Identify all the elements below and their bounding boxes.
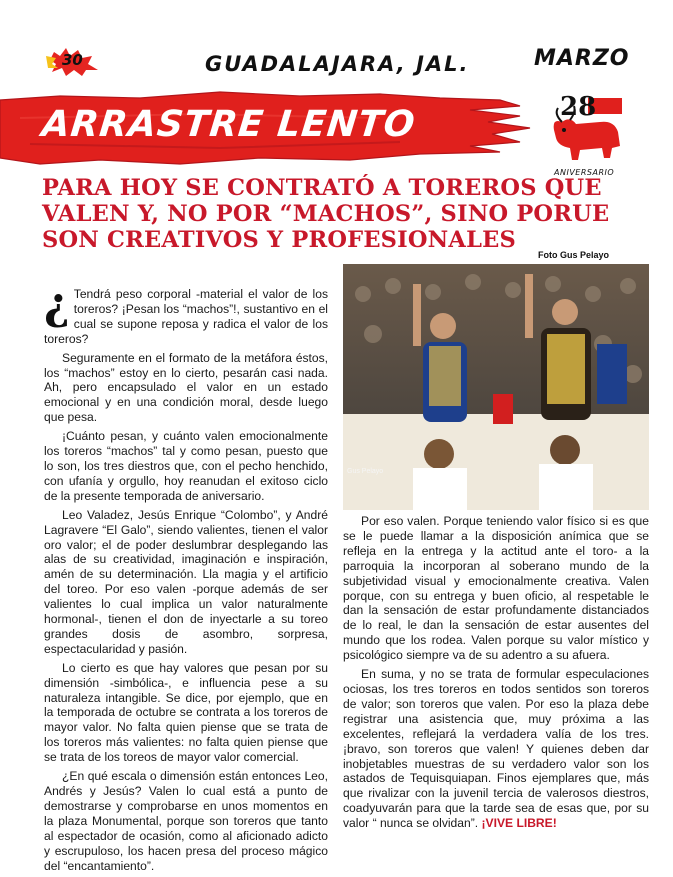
photo-credit: Foto Gus Pelayo xyxy=(538,250,610,260)
article-photo xyxy=(343,264,649,510)
paragraph: ¡Cuánto pesan, y cuánto valen emocionalmente los toreros “machos” tal y como pesan, puesto que lo son, los tres diestros que, con el pecho henchido, con ufanía y orgullo, hoy reanudan el exitoso ciclo de la presente temporada de aniversario. xyxy=(44,429,328,503)
paragraph: Leo Valadez, Jesús Enrique “Colombo”, y André Lagravere “El Galo”, siendo valientes, tienen el valor oro valor; el de poder deslumbrar desplegando las alas de su creatividad, imaginación e inspiración, amén de su determinación. Lla magia y el artificio del toreo. Por eso valen -porque además de ser valientes lo cual implica un valor naturalmente hormonal-, tienen el don de inyectarle a su toreo grandes dosis de asombro, sorpresa, espectacularidad y pasión. xyxy=(44,507,328,656)
article-left-column xyxy=(44,279,328,877)
page-number: 30 xyxy=(62,51,83,69)
page-number-badge xyxy=(44,46,100,78)
month-label: MARZO xyxy=(534,46,630,71)
paragraph: En suma, y no se trata de formular especulaciones ociosas, los tres toreros en todos sentidos son toreros de valor; son toreros que valen. Por eso la plaza debe registrar una asistencia que, muy próxima a las excelentes, reflejará la verdadera valía de los tres. ¡bravo, son toreros que valen! Y quienes deben dar inobjetables muestras de su verdadero valor son los astados de Tequisquiapan. Finos ejemplares que, más que rivalizar con la juvenil tercia de valerosos diestros, coadyuvarán para que la tarde sea de esas que, por su valor “ nunca se olvidan”. ¡VIVE LIBRE! xyxy=(343,667,649,831)
section-title: ARRASTRE LENTO xyxy=(39,104,418,145)
article-headline: PARA HOY SE CONTRATÓ A TOREROS QUE VALEN Y, NO POR “MACHOS”, SINO PORUE SON CREATIVOS Y PROFESIONALES xyxy=(42,175,610,253)
sign-off: ¡VIVE LIBRE! xyxy=(481,816,557,831)
photo-watermark: Gus Pelayo xyxy=(347,468,384,475)
anniversary-number: 28 xyxy=(560,92,597,122)
paragraph: Por eso valen. Porque teniendo valor físico si es que se le puede llamar a la disposición anímica que se refleja en la entrega y la actitud ante el toro- a la parroquia la incorporan al soberano mundo de la subjetividad visual y emocionalmente creativa. Valen porque, con su entrega y buen oficio, al respetable le dan la sensación de estar profundamente distanciados de lo real, le dan la sensación de estar ausentes del mundo que los rodea. Valen porque su valor místico y psicológico siempre va de su adentro a su afuera. xyxy=(343,514,649,663)
anniversary-logo xyxy=(540,88,630,180)
anniversary-label: ANIVERSARIO xyxy=(554,168,615,177)
paragraph: Lo cierto es que hay valores que pesan por su dimensión -simbólica-, e influencia pese a su naturaleza intangible. Se dice, por ejemplo, que en la temporada de octubre se contrata a los toreros de mayor valor. No falta quien piense que se trata de los toreros más valientes: no falta quien piense que se trata de los toreos de mayor valor comercial. xyxy=(44,660,328,765)
article-right-column xyxy=(343,514,649,835)
paragraph: ¿En qué escala o dimensión están entonces Leo, Andrés y Jesús? Valen lo cual está a punto de demostrarse y comprobarse en unos momentos en la plaza Monumental, porque son toreros que tanto al espectador de ocasión, como al aficionado adicto y escrupuloso, los hacen presa del proceso mágico del “encantamiento”. xyxy=(44,769,328,873)
paragraph: Seguramente en el formato de la metáfora éstos, los “machos” estoy en lo cierto, pesarán casi nada. Ah, pero encapsulado el valor en un estado emocional y en una condición moral, desde luego que pesa. xyxy=(44,350,328,425)
drop-cap: ¿ xyxy=(44,279,70,330)
paragraph: ¿ Tendrá peso corporal -material el valor de los toreros? ¡Pesan los “machos”!, sustantivo en el cual se supone reposa y radica el valor de los toreros? xyxy=(44,279,328,346)
bullfighters-photo-icon xyxy=(343,264,649,510)
city-label: GUADALAJARA, JAL. xyxy=(205,52,470,76)
